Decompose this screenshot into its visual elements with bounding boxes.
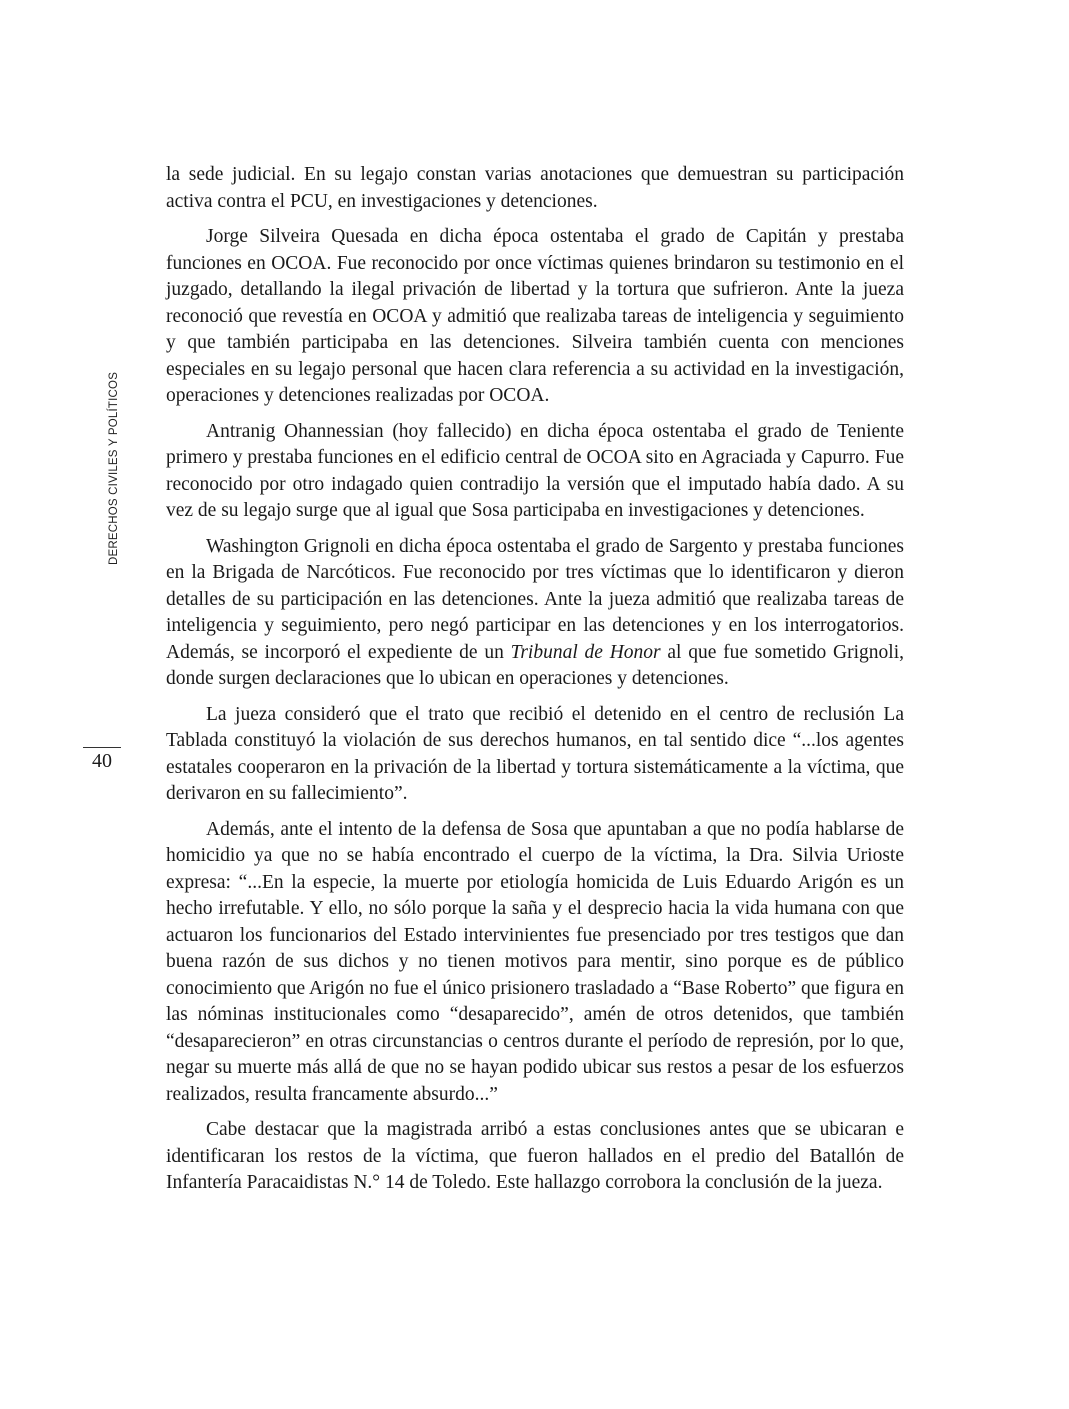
tribunal-de-honor-italic: Tribunal de Honor: [510, 641, 661, 663]
paragraph-2: Jorge Silveira Quesada en dicha época ostentaba el grado de Capitán y prestaba funciones en OCOA. Fue reconocido por once víctimas quienes brindaron su testimonio en el juzgado, detallando la ilegal privación de libertad y la tortura que sufrieron. Ante la jueza reconoció que revestía en OCOA y admitió que realizaba tareas de inteligencia y seguimiento y que también participaba en las detenciones. Silveira también cuenta con menciones especiales en su legajo personal que hacen clara referencia a su actividad en la investigación, operaciones y detenciones realizadas por OCOA.: [166, 226, 904, 406]
paragraph-4-text-a: Washington Grignoli en dicha época ostentaba el grado de Sargento y prestaba funciones en la Brigada de Narcóticos. Fue reconocido por tres víctimas que lo identificaron y dieron detalles de su participación en las detenciones. Ante la jueza admitió que realizaba tareas de inteligencia y seguimiento, pero negó participar en las detenciones y en los interrogatorios. Además, se incorporó el expediente de un: [166, 535, 904, 663]
paragraph-4: [166, 534, 904, 693]
body-text: [166, 162, 904, 1206]
paragraph-6: Además, ante el intento de la defensa de Sosa que apuntaban a que no podía hablarse de homicidio ya que no se había encontrado el cuerpo de la víctima, la Dra. Silvia Urioste expresa: “...En la especie, la muerte por etiología homicida de Luis Eduardo Arigón es un hecho irrefutable. Y ello, no sólo porque la saña y el desprecio hacia la vida humana con que actuaron los funcionarios del Estado intervinientes fue presenciado por tres testigos que dan buena razón de sus dichos y no tienen motivos para mentir, sino porque es de público conocimiento que Arigón no fue el único prisionero trasladado a “Base Roberto” que figura en las nóminas institucionales como “desaparecido”, amén de otros detenidos, que también “desaparecieron” en otras circunstancias o centros durante el período de represión, por lo que, negar su muerte más allá de que no se hayan podido ubicar sus restos a pesar de los esfuerzos realizados, resulta francamente absurdo...”: [166, 818, 904, 1105]
paragraph-5: La jueza consideró que el trato que recibió el detenido en el centro de reclusión La Tablada constituyó la violación de sus derechos humanos, en tal sentido dice “...los agentes estatales cooperaron en la privación de la libertad y tortura sistemáticamente a la víctima, que derivaron en su fallecimiento”.: [166, 703, 904, 804]
paragraph-3: Antranig Ohannessian (hoy fallecido) en dicha época ostentaba el grado de Teniente primero y prestaba funciones en el edificio central de OCOA sito en Agraciada y Capurro. Fue reconocido por otro indagado quien contradijo la versión que el imputado había dado. A su vez de su legajo surge que al igual que Sosa participaba en investigaciones y detenciones.: [166, 420, 904, 521]
paragraph-4-text-b: al que fue sometido Grignoli, donde surgen declaraciones que lo ubican en operaciones y detenciones.: [166, 641, 904, 689]
running-head: DERECHOS CIVILES Y POLÍTICOS: [108, 371, 120, 565]
page-number-rule: [83, 747, 121, 748]
page-number: 40: [92, 750, 112, 772]
paragraph-1: la sede judicial. En su legajo constan varias anotaciones que demuestran su participación activa contra el PCU, en investigaciones y detenciones.: [166, 164, 904, 212]
paragraph-7: Cabe destacar que la magistrada arribó a estas conclusiones antes que se ubicaran e identificaran los restos de la víctima, que fueron hallados en el predio del Batallón de Infantería Paracaidistas N.° 14 de Toledo. Este hallazgo corrobora la conclusión de la jueza.: [166, 1119, 904, 1193]
